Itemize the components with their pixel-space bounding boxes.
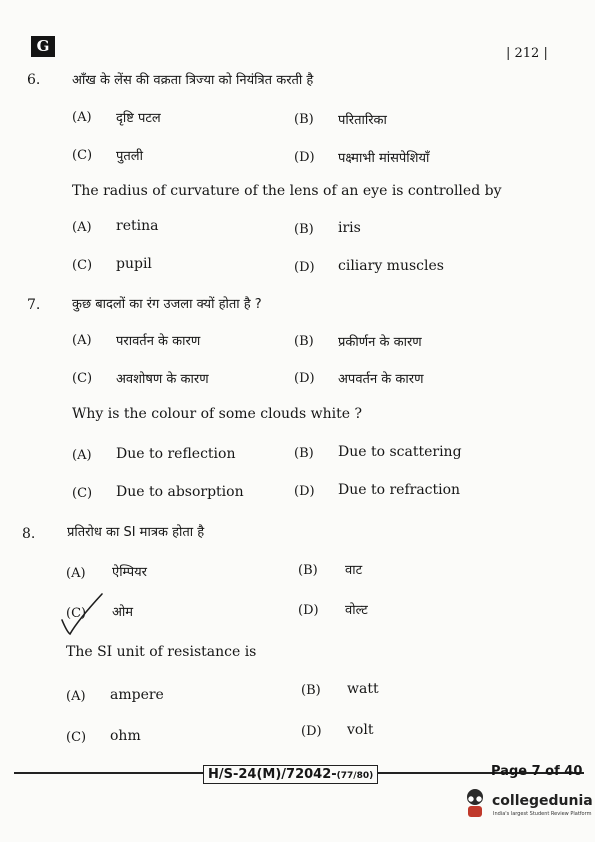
q8-hindi-option-a-key: (A) [66,566,86,581]
mascot-icon [461,787,489,819]
q8-english-option-a-text: ampere [110,687,164,703]
checkmark-icon [58,590,108,638]
q6-hindi-option-a-key: (A) [72,110,92,125]
q6-english-option-c-key: (C) [72,258,93,273]
question-6-hindi: आँख के लेंस की वक्रता त्रिज्या को नियंत्रित करती है [72,73,314,88]
q8-english-option-a-key: (A) [66,689,86,704]
q8-hindi-option-b-key: (B) [298,563,318,578]
paper-code: H/S-24(M)/72042- [208,767,337,782]
q8-english-option-b-text: watt [347,681,379,697]
q6-english-option-c-text: pupil [116,256,152,272]
question-6-number: 6. [27,72,41,88]
q8-english-option-c-key: (C) [66,730,87,745]
q7-english-option-a-key: (A) [72,448,92,463]
q7-english-option-b-text: Due to scattering [338,444,462,460]
q7-english-option-d-key: (D) [294,484,315,499]
paper-code-box [203,765,378,784]
q7-hindi-option-a-key: (A) [72,333,92,348]
q8-english-option-c-text: ohm [110,728,141,744]
q6-hindi-option-b-key: (B) [294,112,314,127]
set-label-badge: G [31,36,55,57]
q7-english-option-d-text: Due to refraction [338,482,461,498]
q6-hindi-option-c-text: पुतली [116,149,143,164]
page-number-label: Page 7 of 40 [491,764,583,779]
q6-english-option-a-text: retina [116,218,159,234]
q7-hindi-option-d-text: अपवर्तन के कारण [338,372,424,387]
q8-hindi-option-b-text: वाट [345,563,363,578]
q6-english-option-d-text: ciliary muscles [338,258,444,274]
q6-hindi-option-d-key: (D) [294,150,315,165]
q8-hindi-option-d-key: (D) [298,603,319,618]
question-8-hindi: प्रतिरोध का SI मात्रक होता है [67,525,205,540]
q6-hindi-option-d-text: पक्ष्माभी मांसपेशियाँ [338,151,430,166]
q7-english-option-a-text: Due to reflection [116,446,236,462]
q8-english-option-d-text: volt [347,722,374,738]
page-code: | 212 | [506,46,548,61]
q6-english-option-b-key: (B) [294,222,314,237]
q8-hindi-option-d-text: वोल्ट [345,603,368,618]
q7-hindi-option-a-text: परावर्तन के कारण [116,334,201,349]
q7-hindi-option-b-text: प्रकीर्णन के कारण [338,335,422,350]
q6-hindi-option-a-text: दृष्टि पटल [116,111,161,126]
q8-english-option-b-key: (B) [301,683,321,698]
q7-hindi-option-c-text: अवशोषण के कारण [116,372,209,387]
question-6-english: The radius of curvature of the lens of an eye is controlled by [72,183,502,199]
q7-english-option-c-text: Due to absorption [116,484,244,500]
q6-english-option-a-key: (A) [72,220,92,235]
q6-hindi-option-b-text: परितारिका [338,113,387,128]
q6-english-option-d-key: (D) [294,260,315,275]
question-8-english: The SI unit of resistance is [66,644,257,660]
q7-hindi-option-c-key: (C) [72,371,93,386]
q8-hindi-option-c-text: ओम [112,605,134,620]
question-7-hindi: कुछ बादलों का रंग उजला क्यों होता है ? [72,297,262,312]
paper-code-small: (77/80) [336,771,374,781]
question-7-number: 7. [27,297,41,313]
question-8-number: 8. [22,526,36,542]
q8-english-option-d-key: (D) [301,724,322,739]
q7-english-option-c-key: (C) [72,486,93,501]
q7-english-option-b-key: (B) [294,446,314,461]
q7-hindi-option-d-key: (D) [294,371,315,386]
brand-name: collegedunia [492,793,593,809]
q6-hindi-option-c-key: (C) [72,148,93,163]
q8-hindi-option-a-text: ऐम्पियर [112,565,147,580]
q7-hindi-option-b-key: (B) [294,334,314,349]
brand-tagline: India's largest Student Review Platform [493,811,592,817]
q8-hindi-option-c-key: (C) [66,606,87,621]
question-7-english: Why is the colour of some clouds white ? [72,406,362,422]
q6-english-option-b-text: iris [338,220,361,236]
